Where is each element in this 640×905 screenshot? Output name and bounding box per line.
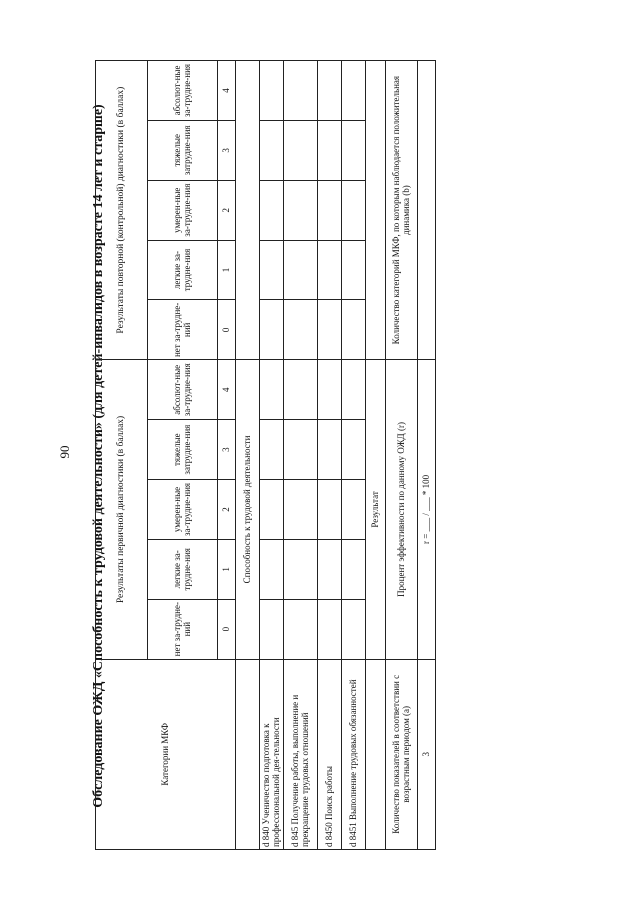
level-label: абсолют-ные за-трудне-ния <box>148 61 218 121</box>
score-cell[interactable] <box>318 480 342 540</box>
score: 2 <box>218 180 236 240</box>
table-wrapper <box>95 60 431 850</box>
score-cell[interactable] <box>260 240 284 300</box>
header-category: Категории МКФ <box>96 659 236 849</box>
header-primary: Результаты первичной диагностики (в баллах) <box>96 360 148 659</box>
score-cell[interactable] <box>284 599 318 659</box>
score-cell[interactable] <box>260 61 284 121</box>
score-cell[interactable] <box>284 180 318 240</box>
page-title: Обследование ОЖД «Способность к трудовой деятельности» (для детей-инвалидов в возрасте 14 лет и старше) <box>91 104 106 808</box>
score-cell[interactable] <box>284 120 318 180</box>
score-cell[interactable] <box>260 180 284 240</box>
score: 2 <box>218 480 236 540</box>
score-cell[interactable] <box>342 120 366 180</box>
table-row <box>260 61 284 850</box>
level-label: умерен-ные за-трудне-ния <box>148 180 218 240</box>
score: 3 <box>218 120 236 180</box>
percent-label: Процент эффективности по данному ОЖД (r) <box>386 360 418 659</box>
row-label: d 840 Ученичество подготовка к профессиональной дея-тельности <box>260 659 284 849</box>
score: 0 <box>218 599 236 659</box>
count-label: Количество показателей в соответствии с возрастным периодом (a) <box>386 659 418 849</box>
score-cell[interactable] <box>260 420 284 480</box>
table-row <box>318 61 342 850</box>
row-label: d 845 Получение работы, выполнение и прекращение трудовых отношений <box>284 659 318 849</box>
table-row <box>284 61 318 850</box>
score-cell[interactable] <box>260 599 284 659</box>
score-cell[interactable] <box>318 240 342 300</box>
empty-cell <box>366 659 386 849</box>
level-label: тяжелые затрудне-ния <box>148 120 218 180</box>
score-cell[interactable] <box>260 300 284 360</box>
score-cell[interactable] <box>342 180 366 240</box>
score: 1 <box>218 539 236 599</box>
score-cell[interactable] <box>318 61 342 121</box>
level-label: умерен-ные за-трудне-ния <box>148 480 218 540</box>
score-cell[interactable] <box>342 300 366 360</box>
score-cell[interactable] <box>260 539 284 599</box>
score-cell[interactable] <box>284 539 318 599</box>
score-cell[interactable] <box>342 240 366 300</box>
level-label: тяжелые затрудне-ния <box>148 420 218 480</box>
level-label: нет за-трудне-ний <box>148 300 218 360</box>
score-cell[interactable] <box>284 61 318 121</box>
score-cell[interactable] <box>284 240 318 300</box>
empty-cell <box>236 659 260 849</box>
table-row <box>342 61 366 850</box>
score-cell[interactable] <box>342 539 366 599</box>
header-repeat: Результаты повторной (контрольной) диагностики (в баллах) <box>96 61 148 360</box>
score-cell[interactable] <box>284 480 318 540</box>
score-cell[interactable] <box>342 420 366 480</box>
empty-cell <box>366 61 386 360</box>
score-cell[interactable] <box>342 360 366 420</box>
score: 3 <box>218 420 236 480</box>
ojd-table <box>95 60 436 850</box>
score-cell[interactable] <box>342 480 366 540</box>
section-label: Способность к трудовой деятельности <box>236 360 260 659</box>
score-cell[interactable] <box>318 599 342 659</box>
score-cell[interactable] <box>318 420 342 480</box>
page-number: 90 <box>57 445 72 459</box>
level-label: легкие за-трудне-ния <box>148 539 218 599</box>
score: 4 <box>218 61 236 121</box>
level-label: нет за-трудне-ний <box>148 599 218 659</box>
empty-cell <box>236 61 260 360</box>
score-cell[interactable] <box>318 300 342 360</box>
row-label: d 8451 Выполнение трудовых обязанностей <box>342 659 366 849</box>
score-cell[interactable] <box>284 360 318 420</box>
score-cell[interactable] <box>318 360 342 420</box>
result-label: Результат <box>366 360 386 659</box>
score-cell[interactable] <box>318 180 342 240</box>
score-cell[interactable] <box>260 480 284 540</box>
score-cell[interactable] <box>342 61 366 121</box>
formula: r = ___ / ___ * 100 <box>418 360 436 659</box>
score-cell[interactable] <box>260 360 284 420</box>
count-value: 3 <box>418 659 436 849</box>
score-cell[interactable] <box>318 539 342 599</box>
level-label: абсолют-ные за-трудне-ния <box>148 360 218 420</box>
improved-label: Количество категорий МКФ, по которым наблюдается положительная динамика (b) <box>386 61 418 360</box>
score-cell[interactable] <box>260 120 284 180</box>
score-cell[interactable] <box>318 120 342 180</box>
score: 0 <box>218 300 236 360</box>
level-label: легкие за-трудне-ния <box>148 240 218 300</box>
score-cell[interactable] <box>284 300 318 360</box>
row-label: d 8450 Поиск работы <box>318 659 342 849</box>
score-cell[interactable] <box>342 599 366 659</box>
score: 4 <box>218 360 236 420</box>
empty-cell <box>418 61 436 360</box>
score-cell[interactable] <box>284 420 318 480</box>
score: 1 <box>218 240 236 300</box>
